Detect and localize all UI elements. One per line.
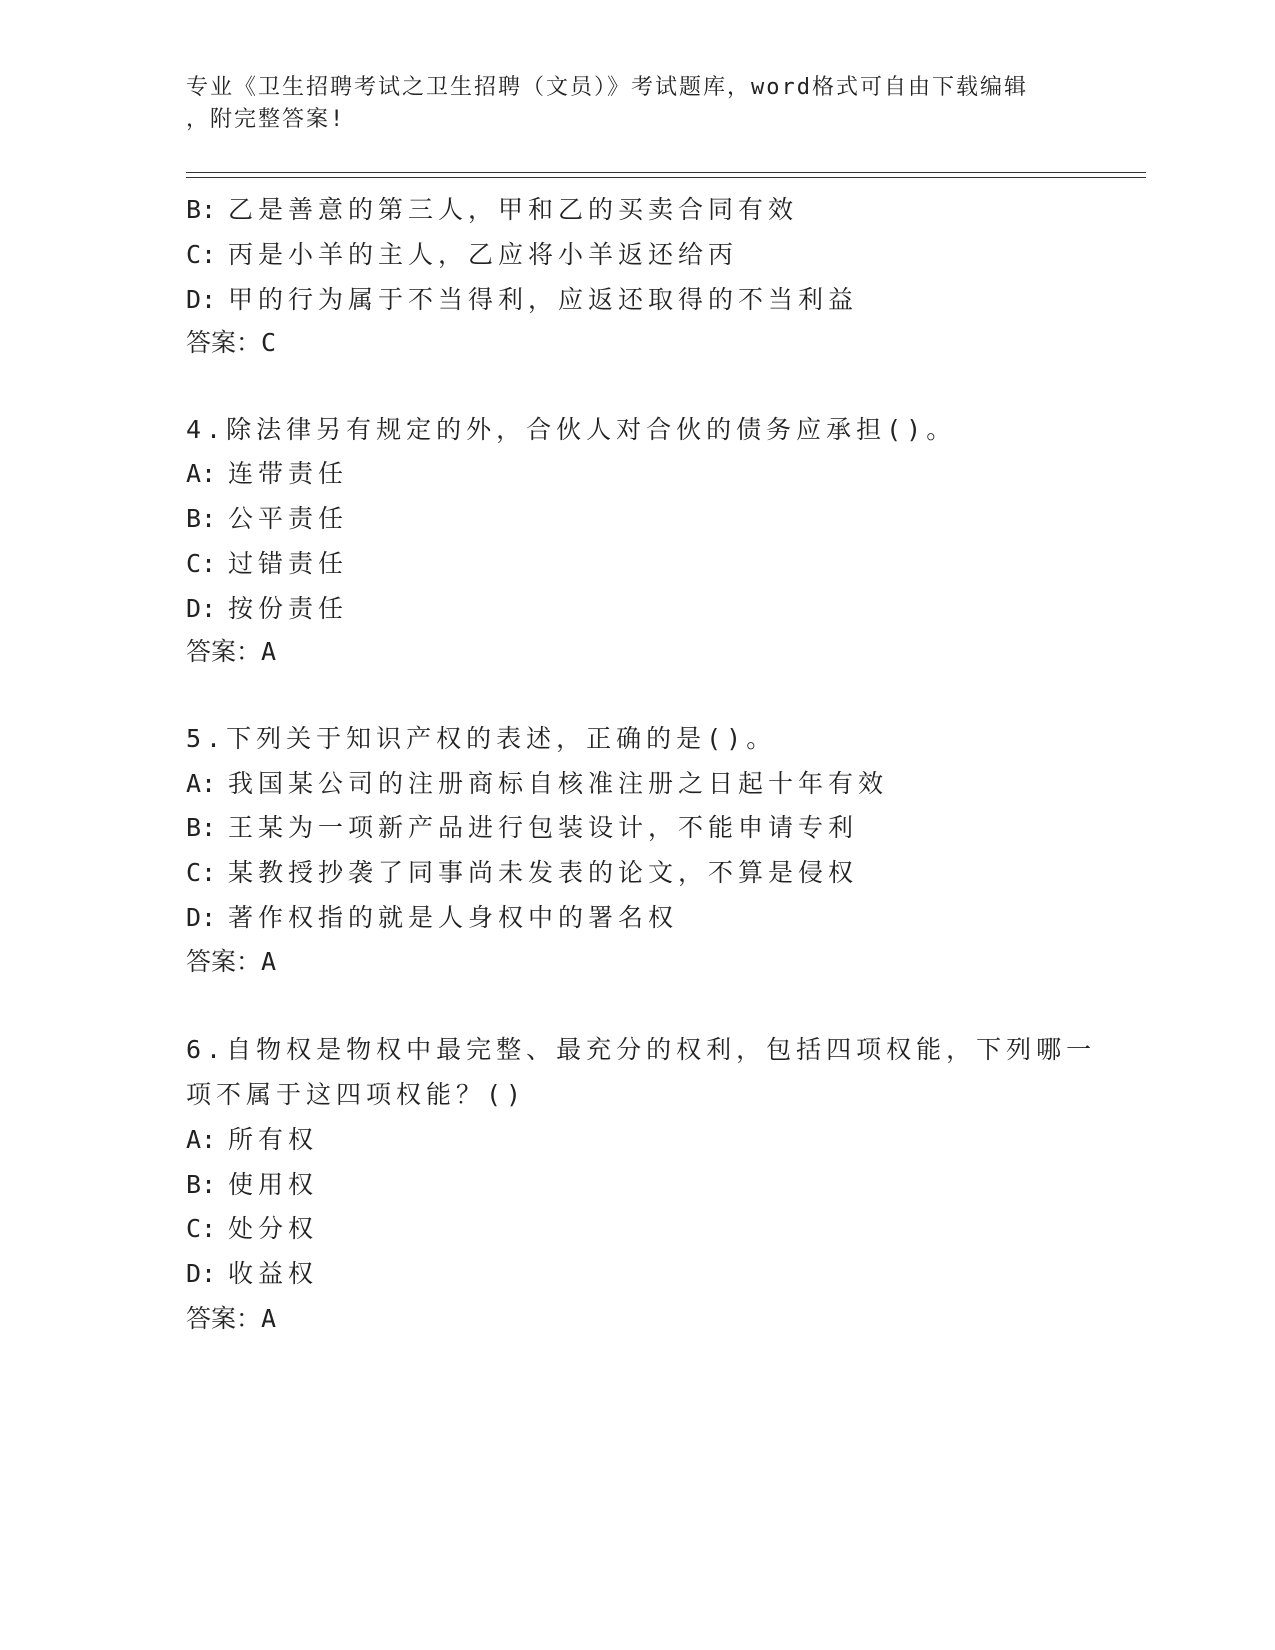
option-text: 过错责任 — [228, 549, 349, 578]
q3-option-d — [186, 284, 858, 316]
q5-option-d — [186, 902, 678, 934]
q5-question: 5.下列关于知识产权的表述，正确的是()。 — [186, 724, 777, 753]
answer-label: 答案： — [186, 637, 262, 666]
q6-option-a — [186, 1124, 318, 1156]
answer-value: A — [261, 947, 277, 976]
q4-option-a — [186, 458, 348, 490]
option-letter: D: — [186, 285, 217, 314]
option-text: 我国某公司的注册商标自核准注册之日起十年有效 — [228, 769, 889, 798]
q3-option-b — [186, 194, 798, 226]
option-letter: C: — [186, 858, 217, 887]
option-letter: C: — [186, 240, 217, 269]
option-text: 处分权 — [228, 1214, 319, 1243]
q6-option-b — [186, 1169, 318, 1201]
q4-option-d — [186, 593, 348, 625]
answer-label: 答案： — [186, 328, 262, 357]
option-text: 连带责任 — [228, 459, 349, 488]
answer-label: 答案： — [186, 1304, 262, 1333]
option-letter: C: — [186, 1214, 217, 1243]
q6-question-line-2: 项不属于这四项权能？() — [186, 1080, 527, 1109]
q6-option-c — [186, 1213, 318, 1245]
q5-option-c — [186, 857, 858, 889]
option-letter: B: — [186, 195, 217, 224]
q3-answer — [186, 327, 276, 359]
q6-question-line-1: 6.自物权是物权中最完整、最充分的权利，包括四项权能，下列哪一 — [186, 1035, 1097, 1064]
answer-value: A — [261, 637, 277, 666]
option-letter: B: — [186, 1170, 217, 1199]
header-divider-top — [186, 172, 1146, 173]
q3-option-c — [186, 239, 738, 271]
option-text: 丙是小羊的主人，乙应将小羊返还给丙 — [228, 240, 739, 269]
q5-option-a — [186, 768, 888, 800]
option-text: 甲的行为属于不当得利，应返还取得的不当利益 — [228, 285, 859, 314]
q5-answer — [186, 946, 276, 978]
answer-value: C — [261, 328, 277, 357]
option-text: 某教授抄袭了同事尚未发表的论文，不算是侵权 — [228, 858, 859, 887]
option-text: 王某为一项新产品进行包装设计，不能申请专利 — [228, 813, 859, 842]
q4-option-b — [186, 503, 348, 535]
option-letter: A: — [186, 769, 217, 798]
option-text: 按份责任 — [228, 594, 349, 623]
q4-answer — [186, 636, 276, 668]
header-divider-bottom — [186, 177, 1146, 178]
option-letter: D: — [186, 1259, 217, 1288]
option-text: 收益权 — [228, 1259, 319, 1288]
option-letter: C: — [186, 549, 217, 578]
document-header-line-1: 专业《卫生招聘考试之卫生招聘（文员）》考试题库，word格式可自由下载编辑 — [186, 75, 1028, 100]
option-text: 著作权指的就是人身权中的署名权 — [228, 903, 679, 932]
option-text: 使用权 — [228, 1170, 319, 1199]
q5-option-b — [186, 812, 858, 844]
option-letter: D: — [186, 594, 217, 623]
answer-label: 答案： — [186, 947, 262, 976]
option-letter: A: — [186, 1125, 217, 1154]
option-text: 所有权 — [228, 1125, 319, 1154]
answer-value: A — [261, 1304, 277, 1333]
option-letter: A: — [186, 459, 217, 488]
document-header-line-2: ，附完整答案! — [186, 107, 346, 132]
option-letter: D: — [186, 903, 217, 932]
option-text: 乙是善意的第三人，甲和乙的买卖合同有效 — [228, 195, 799, 224]
option-letter: B: — [186, 504, 217, 533]
q6-answer — [186, 1303, 276, 1335]
q4-option-c — [186, 548, 348, 580]
q6-option-d — [186, 1258, 318, 1290]
option-text: 公平责任 — [228, 504, 349, 533]
q4-question: 4.除法律另有规定的外，合伙人对合伙的债务应承担()。 — [186, 415, 957, 444]
option-letter: B: — [186, 813, 217, 842]
